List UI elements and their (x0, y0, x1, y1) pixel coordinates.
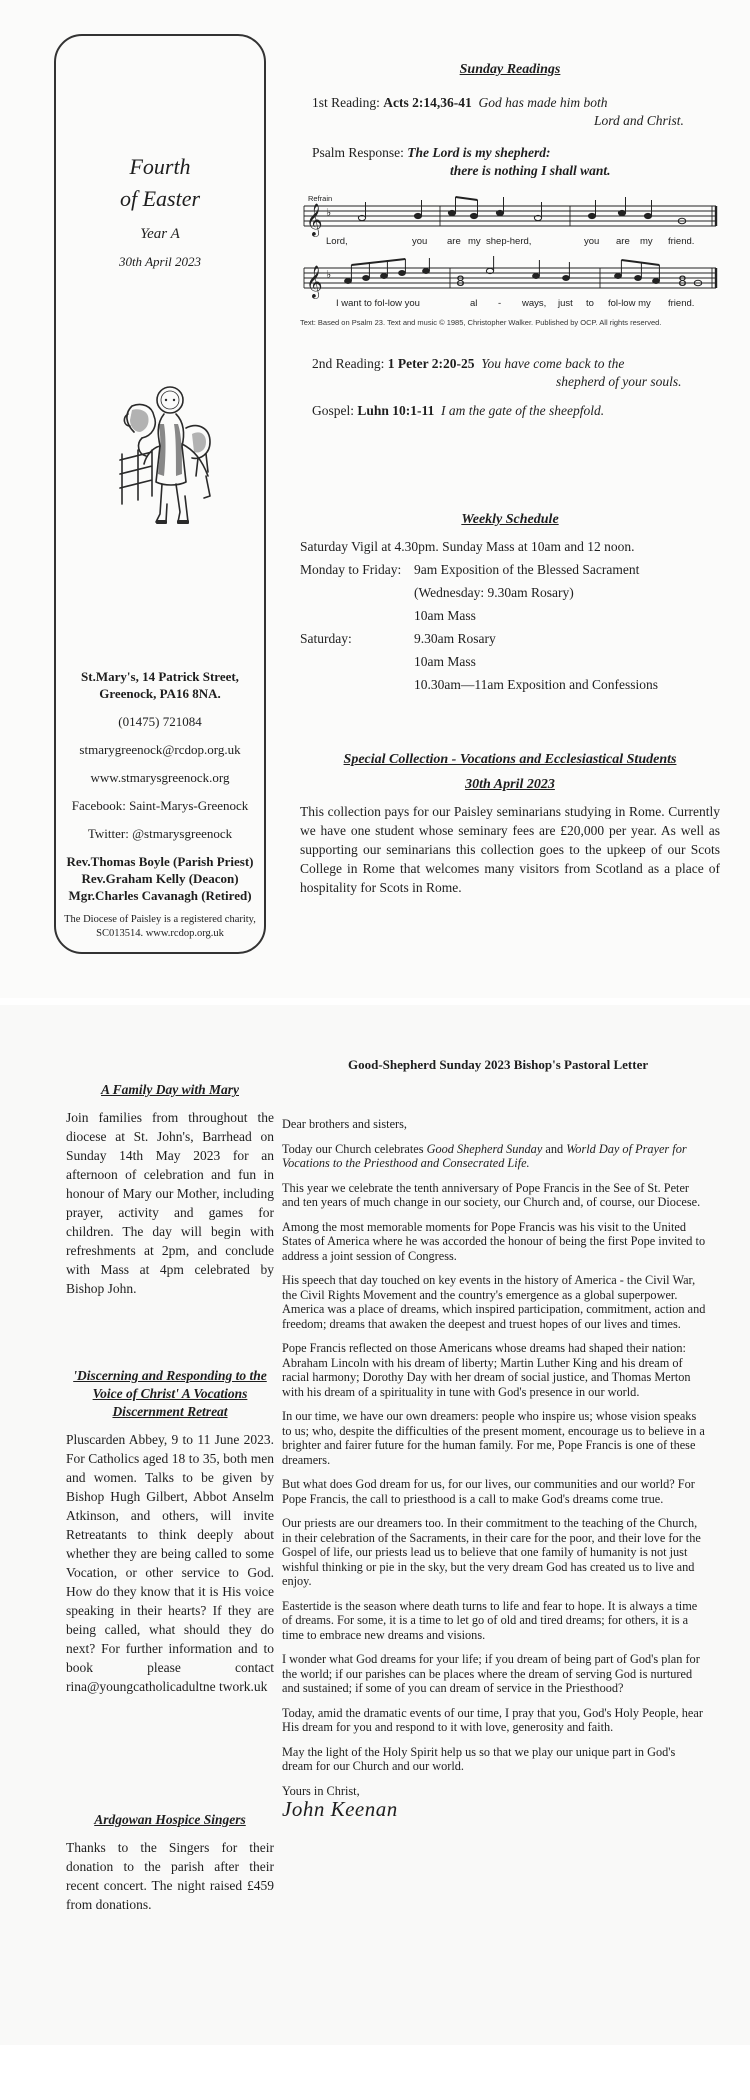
singers-title: Ardgowan Hospice Singers (94, 1812, 246, 1827)
letter-paragraph-9: Eastertide is the season where death turns to life and fear to hope. It is always a time of dreams. For some, it is a time to let go of old and tired dreams; for others, it is a time to embrace new dreams and visions. (282, 1598, 698, 1642)
svg-text:are: are (447, 236, 461, 247)
svg-text:I want to fol-low you: I want to fol-low you (336, 298, 420, 309)
letter-closing: Yours in Christ, (282, 1783, 360, 1798)
vigil-times: Saturday Vigil at 4.30pm. Sunday Mass at 10am and 12 noon. (300, 539, 635, 554)
vocations-retreat-notice (66, 1367, 274, 1696)
collection-date: 30th April 2023 (465, 777, 555, 792)
letter-paragraph-8: Our priests are our dreamers too. In their commitment to the teaching of the Church, in their celebration of the Sacraments, in their care for the poor, and their love for the Gospel of life, our priests lead us to believe that one family of humanity is not just wishful thinking or pie in the sky, but the very dream God has created us to live and enjoy. (282, 1516, 701, 1588)
parish-website[interactable]: www.stmarysgreenock.org (90, 770, 230, 785)
svg-text:Lord,: Lord, (326, 236, 348, 247)
family-day-text: Join families from throughout the diocese at St. John's, Barrhead on Sunday 14th May 2023 for an afternoon of celebration and fun in honour of Mary our Mother, including prayer, activity and games for children. The day will begin with refreshments at 2pm, and conclude with Mass at 4pm celebrated by Bishop John. (66, 1110, 274, 1296)
svg-text:fol-low my: fol-low my (608, 298, 651, 309)
music-staff-refrain (300, 192, 720, 254)
svg-text:my: my (640, 236, 653, 247)
letter-paragraph-4: His speech that day touched on key events in the history of America - the Civil War, the Civil Rights Movement and the country's emergence as a global superpower. America was a place of dreams, which inspired participation, commitment, action and freedom; dreams that awaken the deepest and truest hopes of our lives and times. (282, 1273, 706, 1331)
svg-text:shep-herd,: shep-herd, (486, 236, 532, 247)
svg-text:you: you (584, 236, 600, 247)
retreat-title: 'Discerning and Responding to the Voice of Christ' A Vocations Discernment Retreat (73, 1368, 267, 1419)
music-copyright: Text: Based on Psalm 23. Text and music © 1985, Christopher Walker. Published by OCP. All rights reserved. (300, 318, 662, 327)
parish-contact (60, 668, 260, 941)
svg-text:♭: ♭ (326, 206, 332, 219)
second-reading: 2nd Reading: 1 Peter 2:20-25 You have come back to the shepherd of your souls. (312, 356, 682, 389)
schedule-heading: Weekly Schedule (461, 512, 559, 527)
letter-paragraph-10: I wonder what God dreams for your life; if you dream of being part of God's plan for the world; if our parishes can be places where the dream of serving God is nurtured and sustained; if some of you can dream of service in the Priesthood? (282, 1652, 700, 1695)
weekly-schedule (300, 508, 720, 696)
svg-text:𝄞: 𝄞 (306, 203, 323, 236)
letter-paragraph-2: This year we celebrate the tenth anniversary of Pope Francis in the See of St. Peter and ten years of much change in our society, our Church and, of course, our Diocese. (282, 1180, 701, 1209)
bulletin-page-1 (0, 0, 750, 1000)
family-day-notice (66, 1081, 274, 1298)
bulletin-date: 30th April 2023 (118, 254, 202, 269)
letter-paragraph-11: Today, amid the dramatic events of our time, I pray that you, God's Holy People, hear His dream for you and respond to it with love, generosity and faith. (282, 1705, 703, 1734)
letter-paragraph-3: Among the most memorable moments for Pope Francis was his visit to the United States of America where he was accorded the honour of being the first Pope invited to address a joint session of Congress. (282, 1219, 706, 1263)
readings-section (300, 62, 720, 78)
svg-text:8: 8 (456, 274, 465, 290)
liturgical-title: Fourth of Easter (119, 154, 201, 211)
svg-text:friend.: friend. (668, 236, 695, 247)
liturgical-year: Year A (140, 226, 180, 242)
first-reading: 1st Reading: Acts 2:14,36-41 God has made him both Lord and Christ. (312, 95, 684, 128)
charity-note: The Diocese of Paisley is a registered charity, SC013514. www.rcdop.org.uk (64, 914, 256, 939)
pastoral-letter (282, 1117, 706, 1821)
bulletin-page-2 (0, 1005, 750, 2045)
svg-text:are: are (616, 236, 630, 247)
svg-text:ways,: ways, (522, 298, 547, 309)
readings-heading: Sunday Readings (459, 62, 561, 77)
gospel-reading: Gospel: Luhn 10:1-11 I am the gate of the sheepfold. (312, 403, 605, 418)
clergy-deacon: Rev.Graham Kelly (Deacon) (81, 871, 239, 886)
collection-text: This collection pays for our Paisley seminarians studying in Rome. Currently we have one student whose seminary fees are £20,000 per year. As well as supporting our seminarians this collection goes to the upkeep of our Scots College in Rome that welcomes many visitors from Scotland as a place of hospitality for Scots in Rome. (300, 804, 720, 895)
svg-text:𝄞: 𝄞 (306, 265, 323, 298)
svg-text:8: 8 (678, 274, 687, 290)
sidebar-panel (54, 34, 266, 954)
singers-text: Thanks to the Singers for their donation to the parish after their recent concert. The night raised £459 from donations. (66, 1840, 274, 1912)
psalm-response: Psalm Response: The Lord is my shepherd: there is nothing I shall want. (312, 145, 611, 178)
special-collection (300, 750, 720, 897)
svg-text:to: to (586, 298, 594, 309)
letter-paragraph-1: Today our Church celebrates Good Shepherd Sunday and World Day of Prayer for Vocations to the Priesthood and Consecrated Life. (282, 1141, 687, 1170)
letter-paragraph-12: May the light of the Holy Spirit help us so that we play our unique part in God's dream for our Church and our world. (282, 1744, 676, 1773)
parish-twitter: Twitter: @stmarysgreenock (87, 826, 233, 841)
letter-paragraph-5: Pope Francis reflected on those Americans whose dreams had shaped their nation: Abraham Lincoln with his dream of liberty; Martin Luther King and his dream of racial harmony; Dorothy Day with her dream of social justice, and Thomas Merton with his dream of a spirituality in tune with God's presence in our world. (282, 1341, 691, 1399)
shepherd-illustration (112, 384, 222, 536)
svg-text:my: my (468, 236, 481, 247)
pastoral-letter-header: Good-Shepherd Sunday 2023 Bishop's Pastoral Letter (348, 1057, 649, 1072)
letter-greeting: Dear brothers and sisters, (282, 1117, 407, 1131)
parish-phone: (01475) 721084 (118, 714, 202, 729)
retreat-text: Pluscarden Abbey, 9 to 11 June 2023. For Catholics aged 18 to 35, both men and women. Talks to be given by Bishop Hugh Gilbert, Abbot Anselm Atkinson, and others, will invite Retreatants to think deeply about whether they are being called to some Vocation, or other service to God. How do they know that it is His voice speaking in their hearts? If they are being called, what should they do next? For further information and to book please contact rina@youngcatholicadultne twork.uk (66, 1432, 274, 1694)
letter-paragraph-6: In our time, we have our own dreamers: people who inspire us; whose vision speaks to us; who, despite the difficulties of the present moment, encourage us to believe in a brighter and fairer future for the human family. For me, Pope Francis is one of these dreamers. (282, 1409, 705, 1467)
svg-text:you: you (412, 236, 428, 247)
svg-text:al: al (470, 298, 478, 309)
letter-paragraph-7: But what does God dream for us, for our lives, our communities and our world? For Pope Francis, the call to priesthood is a call to make God's dreams come true. (282, 1477, 695, 1506)
svg-text:just: just (558, 298, 573, 309)
family-day-title: A Family Day with Mary (100, 1082, 239, 1097)
parish-facebook: Facebook: Saint-Marys-Greenock (71, 798, 249, 813)
svg-text:Refrain: Refrain (308, 194, 333, 203)
clergy-list (60, 853, 260, 904)
svg-text:♭: ♭ (326, 268, 332, 281)
parish-address: St.Mary's, 14 Patrick Street, Greenock, PA16 8NA. (81, 669, 239, 701)
collection-heading: Special Collection - Vocations and Ecclesiastical Students (343, 752, 677, 767)
svg-text:-: - (498, 298, 502, 309)
schedule-row-weekday: Monday to Friday: 9am Exposition of the Blessed Sacrament (Wednesday: 9.30am Rosary) 10am Mass (300, 562, 640, 623)
clergy-parish-priest: Rev.Thomas Boyle (Parish Priest) (66, 854, 254, 869)
svg-text:friend.: friend. (668, 298, 695, 309)
parish-email[interactable]: stmarygreenock@rcdop.org.uk (79, 742, 241, 757)
schedule-row-saturday: Saturday: 9.30am Rosary 10am Mass 10.30am—11am Exposition and Confessions (300, 631, 658, 692)
bishop-signature: John Keenan (282, 1797, 398, 1821)
hospice-singers-notice (66, 1811, 274, 1914)
clergy-retired: Mgr.Charles Cavanagh (Retired) (68, 888, 252, 903)
music-staff-verse (300, 256, 720, 318)
